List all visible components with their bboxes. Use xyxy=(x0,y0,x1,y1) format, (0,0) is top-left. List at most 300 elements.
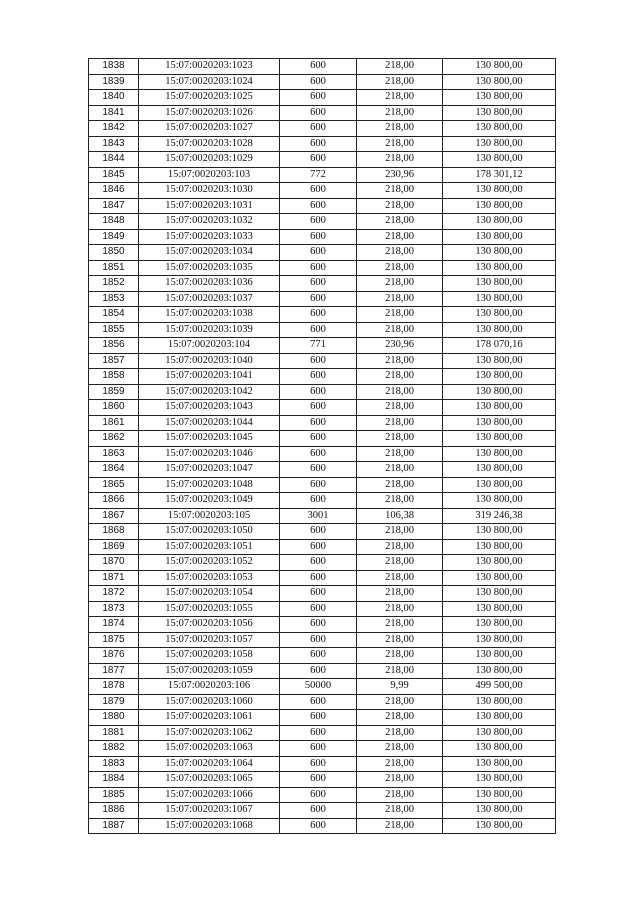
area-cell: 600 xyxy=(280,601,357,617)
value-cell: 130 800,00 xyxy=(443,710,556,726)
value-cell: 130 800,00 xyxy=(443,493,556,509)
area-cell: 600 xyxy=(280,617,357,633)
value-cell: 130 800,00 xyxy=(443,818,556,834)
area-cell: 3001 xyxy=(280,508,357,524)
rate-cell: 218,00 xyxy=(357,787,443,803)
value-cell: 130 800,00 xyxy=(443,229,556,245)
value-cell: 130 800,00 xyxy=(443,694,556,710)
rate-cell: 218,00 xyxy=(357,276,443,292)
cadastral-number-cell: 15:07:0020203:1045 xyxy=(139,431,280,447)
table-row xyxy=(89,136,556,152)
rate-cell: 218,00 xyxy=(357,462,443,478)
value-cell: 130 800,00 xyxy=(443,183,556,199)
row-number-cell: 1887 xyxy=(89,818,139,834)
cadastral-number-cell: 15:07:0020203:1029 xyxy=(139,152,280,168)
value-cell: 130 800,00 xyxy=(443,601,556,617)
cadastral-number-cell: 15:07:0020203:1057 xyxy=(139,632,280,648)
table-body xyxy=(89,59,556,834)
cadastral-number-cell: 15:07:0020203:1052 xyxy=(139,555,280,571)
rate-cell: 218,00 xyxy=(357,74,443,90)
cadastral-number-cell: 15:07:0020203:1047 xyxy=(139,462,280,478)
area-cell: 600 xyxy=(280,322,357,338)
value-cell: 130 800,00 xyxy=(443,415,556,431)
row-number-cell: 1865 xyxy=(89,477,139,493)
table-row xyxy=(89,772,556,788)
cadastral-number-cell: 15:07:0020203:1025 xyxy=(139,90,280,106)
area-cell: 600 xyxy=(280,136,357,152)
cadastral-number-cell: 15:07:0020203:1030 xyxy=(139,183,280,199)
area-cell: 600 xyxy=(280,198,357,214)
value-cell: 130 800,00 xyxy=(443,446,556,462)
table-row xyxy=(89,183,556,199)
row-number-cell: 1884 xyxy=(89,772,139,788)
value-cell: 130 800,00 xyxy=(443,617,556,633)
rate-cell: 218,00 xyxy=(357,431,443,447)
cadastral-number-cell: 15:07:0020203:1054 xyxy=(139,586,280,602)
table-row xyxy=(89,539,556,555)
rate-cell: 218,00 xyxy=(357,198,443,214)
value-cell: 130 800,00 xyxy=(443,59,556,75)
area-cell: 600 xyxy=(280,214,357,230)
cadastral-number-cell: 15:07:0020203:1036 xyxy=(139,276,280,292)
value-cell: 130 800,00 xyxy=(443,400,556,416)
rate-cell: 218,00 xyxy=(357,632,443,648)
row-number-cell: 1845 xyxy=(89,167,139,183)
cadastral-number-cell: 15:07:0020203:1027 xyxy=(139,121,280,137)
value-cell: 130 800,00 xyxy=(443,648,556,664)
rate-cell: 218,00 xyxy=(357,710,443,726)
value-cell: 130 800,00 xyxy=(443,121,556,137)
value-cell: 319 246,38 xyxy=(443,508,556,524)
row-number-cell: 1869 xyxy=(89,539,139,555)
value-cell: 130 800,00 xyxy=(443,586,556,602)
area-cell: 600 xyxy=(280,462,357,478)
row-number-cell: 1868 xyxy=(89,524,139,540)
row-number-cell: 1855 xyxy=(89,322,139,338)
row-number-cell: 1850 xyxy=(89,245,139,261)
row-number-cell: 1847 xyxy=(89,198,139,214)
area-cell: 771 xyxy=(280,338,357,354)
area-cell: 600 xyxy=(280,229,357,245)
row-number-cell: 1863 xyxy=(89,446,139,462)
area-cell: 600 xyxy=(280,105,357,121)
area-cell: 600 xyxy=(280,803,357,819)
table-row xyxy=(89,725,556,741)
area-cell: 600 xyxy=(280,663,357,679)
table-row xyxy=(89,260,556,276)
cadastral-number-cell: 15:07:0020203:1032 xyxy=(139,214,280,230)
table-row xyxy=(89,198,556,214)
area-cell: 600 xyxy=(280,415,357,431)
rate-cell: 218,00 xyxy=(357,152,443,168)
value-cell: 130 800,00 xyxy=(443,307,556,323)
value-cell: 130 800,00 xyxy=(443,369,556,385)
area-cell: 600 xyxy=(280,555,357,571)
rate-cell: 218,00 xyxy=(357,183,443,199)
table-row xyxy=(89,477,556,493)
row-number-cell: 1867 xyxy=(89,508,139,524)
row-number-cell: 1860 xyxy=(89,400,139,416)
value-cell: 130 800,00 xyxy=(443,741,556,757)
cadastral-number-cell: 15:07:0020203:106 xyxy=(139,679,280,695)
table-row xyxy=(89,105,556,121)
rate-cell: 106,38 xyxy=(357,508,443,524)
cadastral-number-cell: 15:07:0020203:1041 xyxy=(139,369,280,385)
rate-cell: 218,00 xyxy=(357,586,443,602)
cadastral-number-cell: 15:07:0020203:1048 xyxy=(139,477,280,493)
value-cell: 130 800,00 xyxy=(443,570,556,586)
area-cell: 600 xyxy=(280,477,357,493)
value-cell: 130 800,00 xyxy=(443,663,556,679)
area-cell: 600 xyxy=(280,446,357,462)
row-number-cell: 1853 xyxy=(89,291,139,307)
table-row xyxy=(89,338,556,354)
table-row xyxy=(89,384,556,400)
area-cell: 600 xyxy=(280,818,357,834)
cadastral-number-cell: 15:07:0020203:1044 xyxy=(139,415,280,431)
cadastral-number-cell: 15:07:0020203:1055 xyxy=(139,601,280,617)
row-number-cell: 1871 xyxy=(89,570,139,586)
cadastral-number-cell: 15:07:0020203:1061 xyxy=(139,710,280,726)
rate-cell: 9,99 xyxy=(357,679,443,695)
area-cell: 600 xyxy=(280,741,357,757)
cadastral-number-cell: 15:07:0020203:103 xyxy=(139,167,280,183)
cadastral-number-cell: 15:07:0020203:1056 xyxy=(139,617,280,633)
rate-cell: 218,00 xyxy=(357,105,443,121)
table-row xyxy=(89,694,556,710)
rate-cell: 218,00 xyxy=(357,601,443,617)
value-cell: 130 800,00 xyxy=(443,260,556,276)
row-number-cell: 1851 xyxy=(89,260,139,276)
area-cell: 600 xyxy=(280,648,357,664)
rate-cell: 218,00 xyxy=(357,59,443,75)
row-number-cell: 1862 xyxy=(89,431,139,447)
rate-cell: 218,00 xyxy=(357,446,443,462)
rate-cell: 230,96 xyxy=(357,338,443,354)
row-number-cell: 1857 xyxy=(89,353,139,369)
table-row xyxy=(89,818,556,834)
cadastral-number-cell: 15:07:0020203:1068 xyxy=(139,818,280,834)
area-cell: 600 xyxy=(280,710,357,726)
cadastral-number-cell: 15:07:0020203:1051 xyxy=(139,539,280,555)
row-number-cell: 1874 xyxy=(89,617,139,633)
area-cell: 600 xyxy=(280,384,357,400)
table-row xyxy=(89,167,556,183)
table-row xyxy=(89,59,556,75)
value-cell: 130 800,00 xyxy=(443,632,556,648)
table-row xyxy=(89,400,556,416)
row-number-cell: 1880 xyxy=(89,710,139,726)
area-cell: 772 xyxy=(280,167,357,183)
row-number-cell: 1885 xyxy=(89,787,139,803)
rate-cell: 218,00 xyxy=(357,322,443,338)
rate-cell: 218,00 xyxy=(357,539,443,555)
value-cell: 130 800,00 xyxy=(443,462,556,478)
table-row xyxy=(89,632,556,648)
rate-cell: 230,96 xyxy=(357,167,443,183)
table-row xyxy=(89,679,556,695)
cadastral-number-cell: 15:07:0020203:1049 xyxy=(139,493,280,509)
rate-cell: 218,00 xyxy=(357,353,443,369)
rate-cell: 218,00 xyxy=(357,772,443,788)
value-cell: 130 800,00 xyxy=(443,384,556,400)
area-cell: 600 xyxy=(280,694,357,710)
table-row xyxy=(89,586,556,602)
row-number-cell: 1841 xyxy=(89,105,139,121)
rate-cell: 218,00 xyxy=(357,214,443,230)
cadastral-number-cell: 15:07:0020203:1026 xyxy=(139,105,280,121)
table-row xyxy=(89,617,556,633)
area-cell: 600 xyxy=(280,59,357,75)
row-number-cell: 1854 xyxy=(89,307,139,323)
value-cell: 130 800,00 xyxy=(443,353,556,369)
cadastral-number-cell: 15:07:0020203:1066 xyxy=(139,787,280,803)
cadastral-number-cell: 15:07:0020203:1046 xyxy=(139,446,280,462)
value-cell: 130 800,00 xyxy=(443,539,556,555)
table-row xyxy=(89,555,556,571)
area-cell: 600 xyxy=(280,431,357,447)
cadastral-number-cell: 15:07:0020203:1058 xyxy=(139,648,280,664)
table-row xyxy=(89,756,556,772)
table-row xyxy=(89,74,556,90)
row-number-cell: 1852 xyxy=(89,276,139,292)
value-cell: 130 800,00 xyxy=(443,477,556,493)
table-row xyxy=(89,276,556,292)
table-row xyxy=(89,601,556,617)
row-number-cell: 1883 xyxy=(89,756,139,772)
row-number-cell: 1872 xyxy=(89,586,139,602)
value-cell: 130 800,00 xyxy=(443,431,556,447)
rate-cell: 218,00 xyxy=(357,818,443,834)
cadastral-number-cell: 15:07:0020203:1053 xyxy=(139,570,280,586)
rate-cell: 218,00 xyxy=(357,260,443,276)
area-cell: 600 xyxy=(280,74,357,90)
cadastral-number-cell: 15:07:0020203:1024 xyxy=(139,74,280,90)
area-cell: 600 xyxy=(280,493,357,509)
value-cell: 130 800,00 xyxy=(443,772,556,788)
rate-cell: 218,00 xyxy=(357,524,443,540)
row-number-cell: 1875 xyxy=(89,632,139,648)
rate-cell: 218,00 xyxy=(357,291,443,307)
row-number-cell: 1864 xyxy=(89,462,139,478)
table-row xyxy=(89,152,556,168)
cadastral-number-cell: 15:07:0020203:1039 xyxy=(139,322,280,338)
rate-cell: 218,00 xyxy=(357,245,443,261)
cadastral-number-cell: 15:07:0020203:105 xyxy=(139,508,280,524)
row-number-cell: 1856 xyxy=(89,338,139,354)
area-cell: 600 xyxy=(280,524,357,540)
value-cell: 130 800,00 xyxy=(443,105,556,121)
area-cell: 600 xyxy=(280,291,357,307)
row-number-cell: 1858 xyxy=(89,369,139,385)
rate-cell: 218,00 xyxy=(357,617,443,633)
table-row xyxy=(89,570,556,586)
area-cell: 600 xyxy=(280,586,357,602)
value-cell: 130 800,00 xyxy=(443,787,556,803)
value-cell: 130 800,00 xyxy=(443,74,556,90)
rate-cell: 218,00 xyxy=(357,663,443,679)
cadastral-number-cell: 15:07:0020203:1031 xyxy=(139,198,280,214)
value-cell: 130 800,00 xyxy=(443,756,556,772)
cadastral-number-cell: 15:07:0020203:1023 xyxy=(139,59,280,75)
rate-cell: 218,00 xyxy=(357,725,443,741)
row-number-cell: 1849 xyxy=(89,229,139,245)
table-row xyxy=(89,524,556,540)
area-cell: 600 xyxy=(280,369,357,385)
area-cell: 50000 xyxy=(280,679,357,695)
rate-cell: 218,00 xyxy=(357,648,443,664)
row-number-cell: 1879 xyxy=(89,694,139,710)
row-number-cell: 1848 xyxy=(89,214,139,230)
value-cell: 130 800,00 xyxy=(443,803,556,819)
row-number-cell: 1839 xyxy=(89,74,139,90)
rate-cell: 218,00 xyxy=(357,741,443,757)
cadastral-number-cell: 15:07:0020203:1043 xyxy=(139,400,280,416)
value-cell: 130 800,00 xyxy=(443,214,556,230)
row-number-cell: 1878 xyxy=(89,679,139,695)
cadastral-number-cell: 15:07:0020203:1042 xyxy=(139,384,280,400)
area-cell: 600 xyxy=(280,245,357,261)
row-number-cell: 1881 xyxy=(89,725,139,741)
table-row xyxy=(89,214,556,230)
table-row xyxy=(89,787,556,803)
area-cell: 600 xyxy=(280,725,357,741)
cadastral-number-cell: 15:07:0020203:1059 xyxy=(139,663,280,679)
table-row xyxy=(89,741,556,757)
table-row xyxy=(89,508,556,524)
row-number-cell: 1843 xyxy=(89,136,139,152)
cadastral-number-cell: 15:07:0020203:1060 xyxy=(139,694,280,710)
value-cell: 130 800,00 xyxy=(443,524,556,540)
row-number-cell: 1844 xyxy=(89,152,139,168)
rate-cell: 218,00 xyxy=(357,694,443,710)
rate-cell: 218,00 xyxy=(357,477,443,493)
table-row xyxy=(89,229,556,245)
row-number-cell: 1876 xyxy=(89,648,139,664)
row-number-cell: 1877 xyxy=(89,663,139,679)
area-cell: 600 xyxy=(280,183,357,199)
cadastral-number-cell: 15:07:0020203:1033 xyxy=(139,229,280,245)
row-number-cell: 1840 xyxy=(89,90,139,106)
rate-cell: 218,00 xyxy=(357,384,443,400)
value-cell: 130 800,00 xyxy=(443,152,556,168)
data-table xyxy=(88,58,556,834)
rate-cell: 218,00 xyxy=(357,803,443,819)
value-cell: 130 800,00 xyxy=(443,555,556,571)
table-row xyxy=(89,710,556,726)
table-row xyxy=(89,803,556,819)
rate-cell: 218,00 xyxy=(357,415,443,431)
rate-cell: 218,00 xyxy=(357,136,443,152)
cadastral-number-cell: 15:07:0020203:104 xyxy=(139,338,280,354)
row-number-cell: 1838 xyxy=(89,59,139,75)
value-cell: 130 800,00 xyxy=(443,276,556,292)
area-cell: 600 xyxy=(280,787,357,803)
table-row xyxy=(89,663,556,679)
table-row xyxy=(89,648,556,664)
row-number-cell: 1846 xyxy=(89,183,139,199)
table-row xyxy=(89,291,556,307)
cadastral-number-cell: 15:07:0020203:1040 xyxy=(139,353,280,369)
value-cell: 130 800,00 xyxy=(443,725,556,741)
value-cell: 130 800,00 xyxy=(443,291,556,307)
row-number-cell: 1882 xyxy=(89,741,139,757)
rate-cell: 218,00 xyxy=(357,493,443,509)
cadastral-number-cell: 15:07:0020203:1065 xyxy=(139,772,280,788)
row-number-cell: 1866 xyxy=(89,493,139,509)
area-cell: 600 xyxy=(280,121,357,137)
area-cell: 600 xyxy=(280,772,357,788)
row-number-cell: 1842 xyxy=(89,121,139,137)
area-cell: 600 xyxy=(280,90,357,106)
value-cell: 178 301,12 xyxy=(443,167,556,183)
area-cell: 600 xyxy=(280,570,357,586)
rate-cell: 218,00 xyxy=(357,307,443,323)
area-cell: 600 xyxy=(280,539,357,555)
table-row xyxy=(89,307,556,323)
cadastral-number-cell: 15:07:0020203:1028 xyxy=(139,136,280,152)
area-cell: 600 xyxy=(280,260,357,276)
table-row xyxy=(89,446,556,462)
table-row xyxy=(89,493,556,509)
rate-cell: 218,00 xyxy=(357,369,443,385)
row-number-cell: 1873 xyxy=(89,601,139,617)
area-cell: 600 xyxy=(280,307,357,323)
row-number-cell: 1870 xyxy=(89,555,139,571)
area-cell: 600 xyxy=(280,152,357,168)
value-cell: 130 800,00 xyxy=(443,136,556,152)
value-cell: 130 800,00 xyxy=(443,198,556,214)
table-row xyxy=(89,245,556,261)
rate-cell: 218,00 xyxy=(357,570,443,586)
rate-cell: 218,00 xyxy=(357,229,443,245)
row-number-cell: 1861 xyxy=(89,415,139,431)
cadastral-number-cell: 15:07:0020203:1062 xyxy=(139,725,280,741)
row-number-cell: 1886 xyxy=(89,803,139,819)
value-cell: 130 800,00 xyxy=(443,90,556,106)
table-row xyxy=(89,353,556,369)
value-cell: 130 800,00 xyxy=(443,245,556,261)
cadastral-number-cell: 15:07:0020203:1067 xyxy=(139,803,280,819)
table-row xyxy=(89,369,556,385)
cadastral-number-cell: 15:07:0020203:1034 xyxy=(139,245,280,261)
cadastral-number-cell: 15:07:0020203:1035 xyxy=(139,260,280,276)
table-row xyxy=(89,121,556,137)
cadastral-number-cell: 15:07:0020203:1037 xyxy=(139,291,280,307)
rate-cell: 218,00 xyxy=(357,555,443,571)
rate-cell: 218,00 xyxy=(357,756,443,772)
value-cell: 178 070,16 xyxy=(443,338,556,354)
rate-cell: 218,00 xyxy=(357,121,443,137)
area-cell: 600 xyxy=(280,632,357,648)
table-row xyxy=(89,431,556,447)
area-cell: 600 xyxy=(280,276,357,292)
area-cell: 600 xyxy=(280,400,357,416)
cadastral-number-cell: 15:07:0020203:1064 xyxy=(139,756,280,772)
value-cell: 130 800,00 xyxy=(443,322,556,338)
table-row xyxy=(89,322,556,338)
table-row xyxy=(89,90,556,106)
rate-cell: 218,00 xyxy=(357,90,443,106)
table-row xyxy=(89,462,556,478)
area-cell: 600 xyxy=(280,756,357,772)
rate-cell: 218,00 xyxy=(357,400,443,416)
area-cell: 600 xyxy=(280,353,357,369)
value-cell: 499 500,00 xyxy=(443,679,556,695)
table-row xyxy=(89,415,556,431)
row-number-cell: 1859 xyxy=(89,384,139,400)
cadastral-number-cell: 15:07:0020203:1038 xyxy=(139,307,280,323)
